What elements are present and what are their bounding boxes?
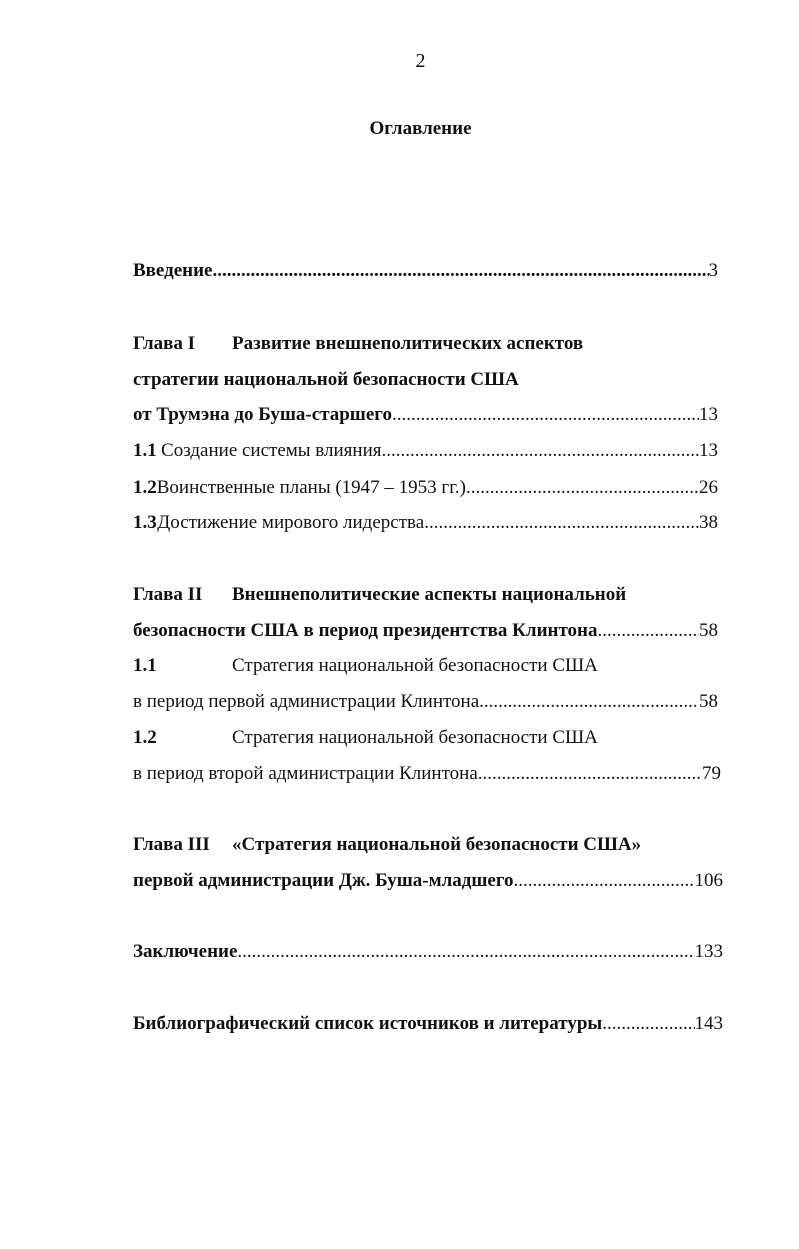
- toc-title: Оглавление: [369, 118, 472, 139]
- leader-dots: [424, 511, 699, 535]
- toc-entry-section-2-1-cont: [133, 690, 718, 714]
- chapter2-title-line1: Внешнеполитические аспекты национальной: [232, 584, 627, 605]
- section-number: 1.1: [133, 440, 157, 461]
- chapter3-title-line1: «Стратегия национальной безопасности США»: [232, 834, 642, 855]
- section-title: Достижение мирового лидерства: [157, 512, 425, 533]
- section-title: Создание системы влияния: [161, 440, 382, 461]
- toc-entry-page: 3: [708, 260, 718, 281]
- toc-entry-section-2-1: [133, 654, 598, 678]
- toc-entry-page: 13: [699, 440, 718, 461]
- section-title-cont: в период второй администрации Клинтона: [133, 763, 478, 784]
- chapter3-title-line2: первой администрации Дж. Буша-младшего: [133, 870, 514, 891]
- page-number: 2: [415, 50, 426, 72]
- toc-entry-page: 26: [699, 477, 718, 498]
- toc-entry-chapter1: [133, 403, 718, 427]
- chapter2-heading: [133, 583, 626, 607]
- toc-entry-conclusion: [133, 940, 723, 964]
- section-number: 1.3: [133, 512, 157, 533]
- toc-entry-page: 143: [694, 1013, 723, 1034]
- toc-entry-text: Заключение: [133, 941, 238, 962]
- leader-dots: [237, 940, 694, 964]
- leader-dots: [392, 403, 699, 427]
- chapter1-title-line1: Развитие внешнеполитических аспектов: [232, 333, 584, 354]
- leader-dots: [602, 1012, 694, 1036]
- chapter1-title-line2: стратегии национальной безопасности США: [133, 369, 519, 390]
- toc-entry-page: 38: [699, 512, 718, 533]
- leader-dots: [213, 259, 709, 283]
- section-number: 1.1: [133, 655, 157, 676]
- toc-entry-section-1-1: [133, 439, 718, 463]
- toc-entry-section-1-3: [133, 511, 718, 535]
- toc-entry-page: 58: [699, 691, 718, 712]
- section-number: 1.2: [133, 727, 157, 748]
- toc-entry-text: Библиографический список источников и литературы: [133, 1013, 603, 1034]
- leader-dots: [598, 619, 700, 643]
- toc-entry-page: 79: [702, 763, 721, 784]
- toc-entry-section-2-2: [133, 726, 598, 750]
- toc-entry-page: 106: [694, 870, 723, 891]
- chapter3-label: Глава III: [133, 834, 210, 855]
- toc-entry-page: 133: [694, 941, 723, 962]
- section-title: Стратегия национальной безопасности США: [232, 727, 598, 748]
- toc-entry-page: 13: [699, 404, 718, 425]
- section-title: Воинственные планы (1947 – 1953 гг.): [156, 477, 466, 498]
- toc-entry-chapter3: [133, 869, 723, 893]
- toc-entry-intro: [133, 259, 718, 283]
- section-title-cont: в период первой администрации Клинтона: [133, 691, 480, 712]
- leader-dots: [478, 762, 702, 786]
- chapter1-heading: [133, 332, 583, 356]
- toc-entry-section-1-2: [133, 476, 718, 500]
- chapter2-label: Глава II: [133, 584, 203, 605]
- section-title: Стратегия национальной безопасности США: [232, 655, 598, 676]
- leader-dots: [479, 690, 699, 714]
- toc-entry-section-2-2-cont: [133, 762, 721, 786]
- chapter1-label: Глава I: [133, 333, 196, 354]
- chapter3-heading: [133, 833, 641, 857]
- leader-dots: [466, 476, 699, 500]
- chapter1-title-line3: от Трумэна до Буша-старшего: [133, 404, 392, 425]
- toc-entry-chapter2: [133, 619, 718, 643]
- toc-entry-text: Введение: [133, 260, 213, 281]
- toc-entry-bibliography: [133, 1012, 723, 1036]
- leader-dots: [382, 439, 700, 463]
- leader-dots: [513, 869, 694, 893]
- toc-entry-page: 58: [699, 620, 718, 641]
- chapter2-title-line2: безопасности США в период президентства Клинтона: [133, 620, 598, 641]
- section-number: 1.2: [133, 477, 157, 498]
